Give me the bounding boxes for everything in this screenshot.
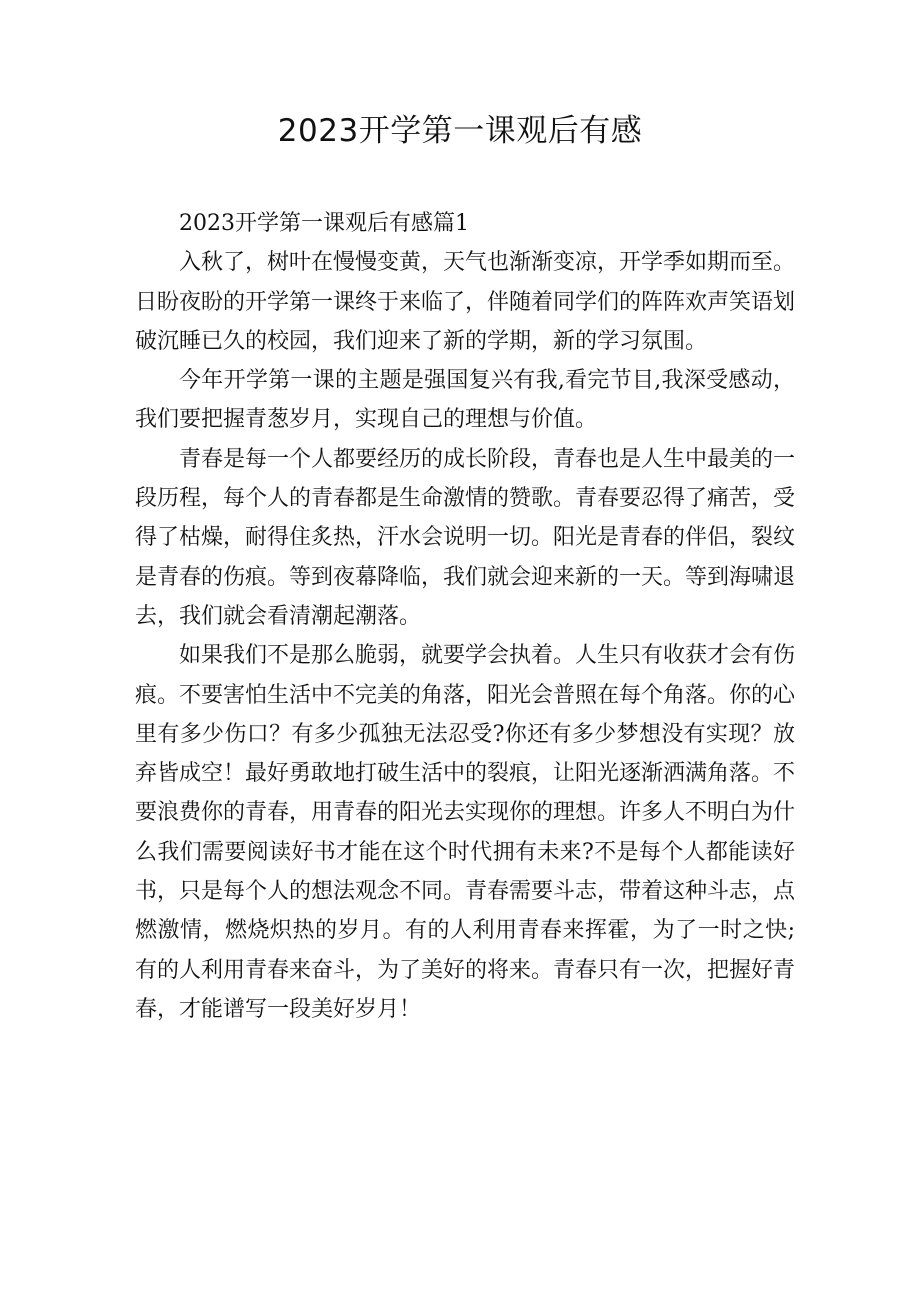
document-title: 2023开学第一课观后有感 <box>277 113 643 149</box>
paragraph-2: 今年开学第一课的主题是强国复兴有我,看完节目,我深受感动，我们要把握青葱岁月，实现自己的理想与价值。 <box>135 368 795 433</box>
paragraph-3: 青春是每一个人都要经历的成长阶段，青春也是人生中最美的一段历程，每个人的青春都是生命激情的赞歌。青春要忍得了痛苦，受得了枯燥，耐得住炙热，汗水会说明一切。阳光是青春的伴侣，裂纹是青春的伤痕。等到夜幕降临，我们就会迎来新的一天。等到海啸退去，我们就会看清潮起潮落。 <box>135 446 796 629</box>
paragraph-1: 入秋了，树叶在慢慢变黄，天气也渐渐变凉，开学季如期而至。日盼夜盼的开学第一课终于来临了，伴随着同学们的阵阵欢声笑语划破沉睡已久的校园，我们迎来了新的学期，新的学习氛围。 <box>135 250 796 354</box>
document-body <box>135 204 795 1029</box>
paragraph-4: 如果我们不是那么脆弱，就要学会执着。人生只有收获才会有伤痕。不要害怕生活中不完美的角落，阳光会普照在每个角落。你的心里有多少伤口？有多少孤独无法忍受?你还有多少梦想没有实现？放弃皆成空！最好勇敢地打破生活中的裂痕，让阳光逐渐洒满角落。不要浪费你的青春，用青春的阳光去实现你的理想。许多人不明白为什么我们需要阅读好书才能在这个时代拥有未来?不是每个人都能读好书，只是每个人的想法观念不同。青春需要斗志，带着这种斗志，点燃激情，燃烧炽热的岁月。有的人利用青春来挥霍，为了一时之快;有的人利用青春来奋斗，为了美好的将来。青春只有一次，把握好青春，才能谱写一段美好岁月！ <box>135 643 796 1022</box>
section-subtitle: 2023开学第一课观后有感篇1 <box>179 211 469 236</box>
